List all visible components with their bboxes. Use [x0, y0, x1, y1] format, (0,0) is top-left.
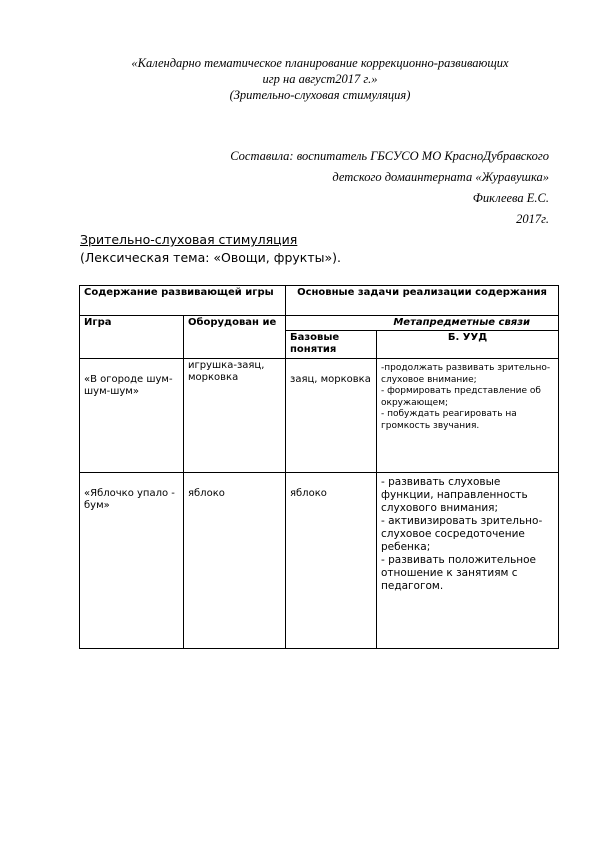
header-uud-cell: Б. УУД — [377, 331, 559, 359]
table-row-1-equipment: игрушка-заяц, морковка — [184, 359, 286, 473]
header-line-1: «Календарно тематическое планирование коррекционно-развивающих — [131, 56, 509, 70]
table-row-1-basic: заяц, морковка — [286, 359, 377, 473]
author-line-3: Фиклеева Е.С. — [472, 191, 549, 205]
table-row-2-equipment: яблоко — [184, 473, 286, 649]
author-line-1: Составила: воспитатель ГБСУСО МО КрасноДубравского — [230, 149, 549, 163]
table-row-2-uud: - развивать слуховые функции, направленность слухового внимания; - активизировать зрительно-слуховое сосредоточение ребенка; - развивать положительное отношение к занятиям с педагогом. — [377, 473, 559, 649]
header-content-cell: Содержание развивающей игры — [80, 286, 286, 316]
author-block — [149, 146, 549, 230]
header-basic-cell: Базовые понятия — [286, 331, 377, 359]
header-meta-cell: Метапредметные связи — [286, 316, 559, 331]
document-header — [100, 55, 540, 103]
header-line-3: (Зрительно-слуховая стимуляция) — [229, 88, 411, 102]
table-row-2-game: «Яблочко упало - бум» — [80, 473, 184, 649]
section-title: Зрительно-слуховая стимуляция — [80, 232, 298, 247]
header-line-2: игр на август2017 г.» — [262, 72, 378, 86]
header-equipment-cell: Оборудован ие — [184, 316, 286, 359]
table-row-2-basic: яблоко — [286, 473, 377, 649]
plan-table — [79, 285, 559, 649]
table-row-1-uud: -продолжать развивать зрительно-слуховое внимание; - формировать представление об окружающем; - побуждать реагировать на громкость звучания. — [377, 359, 559, 473]
table-row-1-game: «В огороде шум-шум-шум» — [80, 359, 184, 473]
header-game-cell: Игра — [80, 316, 184, 359]
section-subtitle: (Лексическая тема: «Овощи, фрукты»). — [80, 250, 341, 265]
header-tasks-cell: Основные задачи реализации содержания — [286, 286, 559, 316]
author-line-4: 2017г. — [516, 212, 549, 226]
author-line-2: детского домаинтерната «Журавушка» — [332, 170, 549, 184]
